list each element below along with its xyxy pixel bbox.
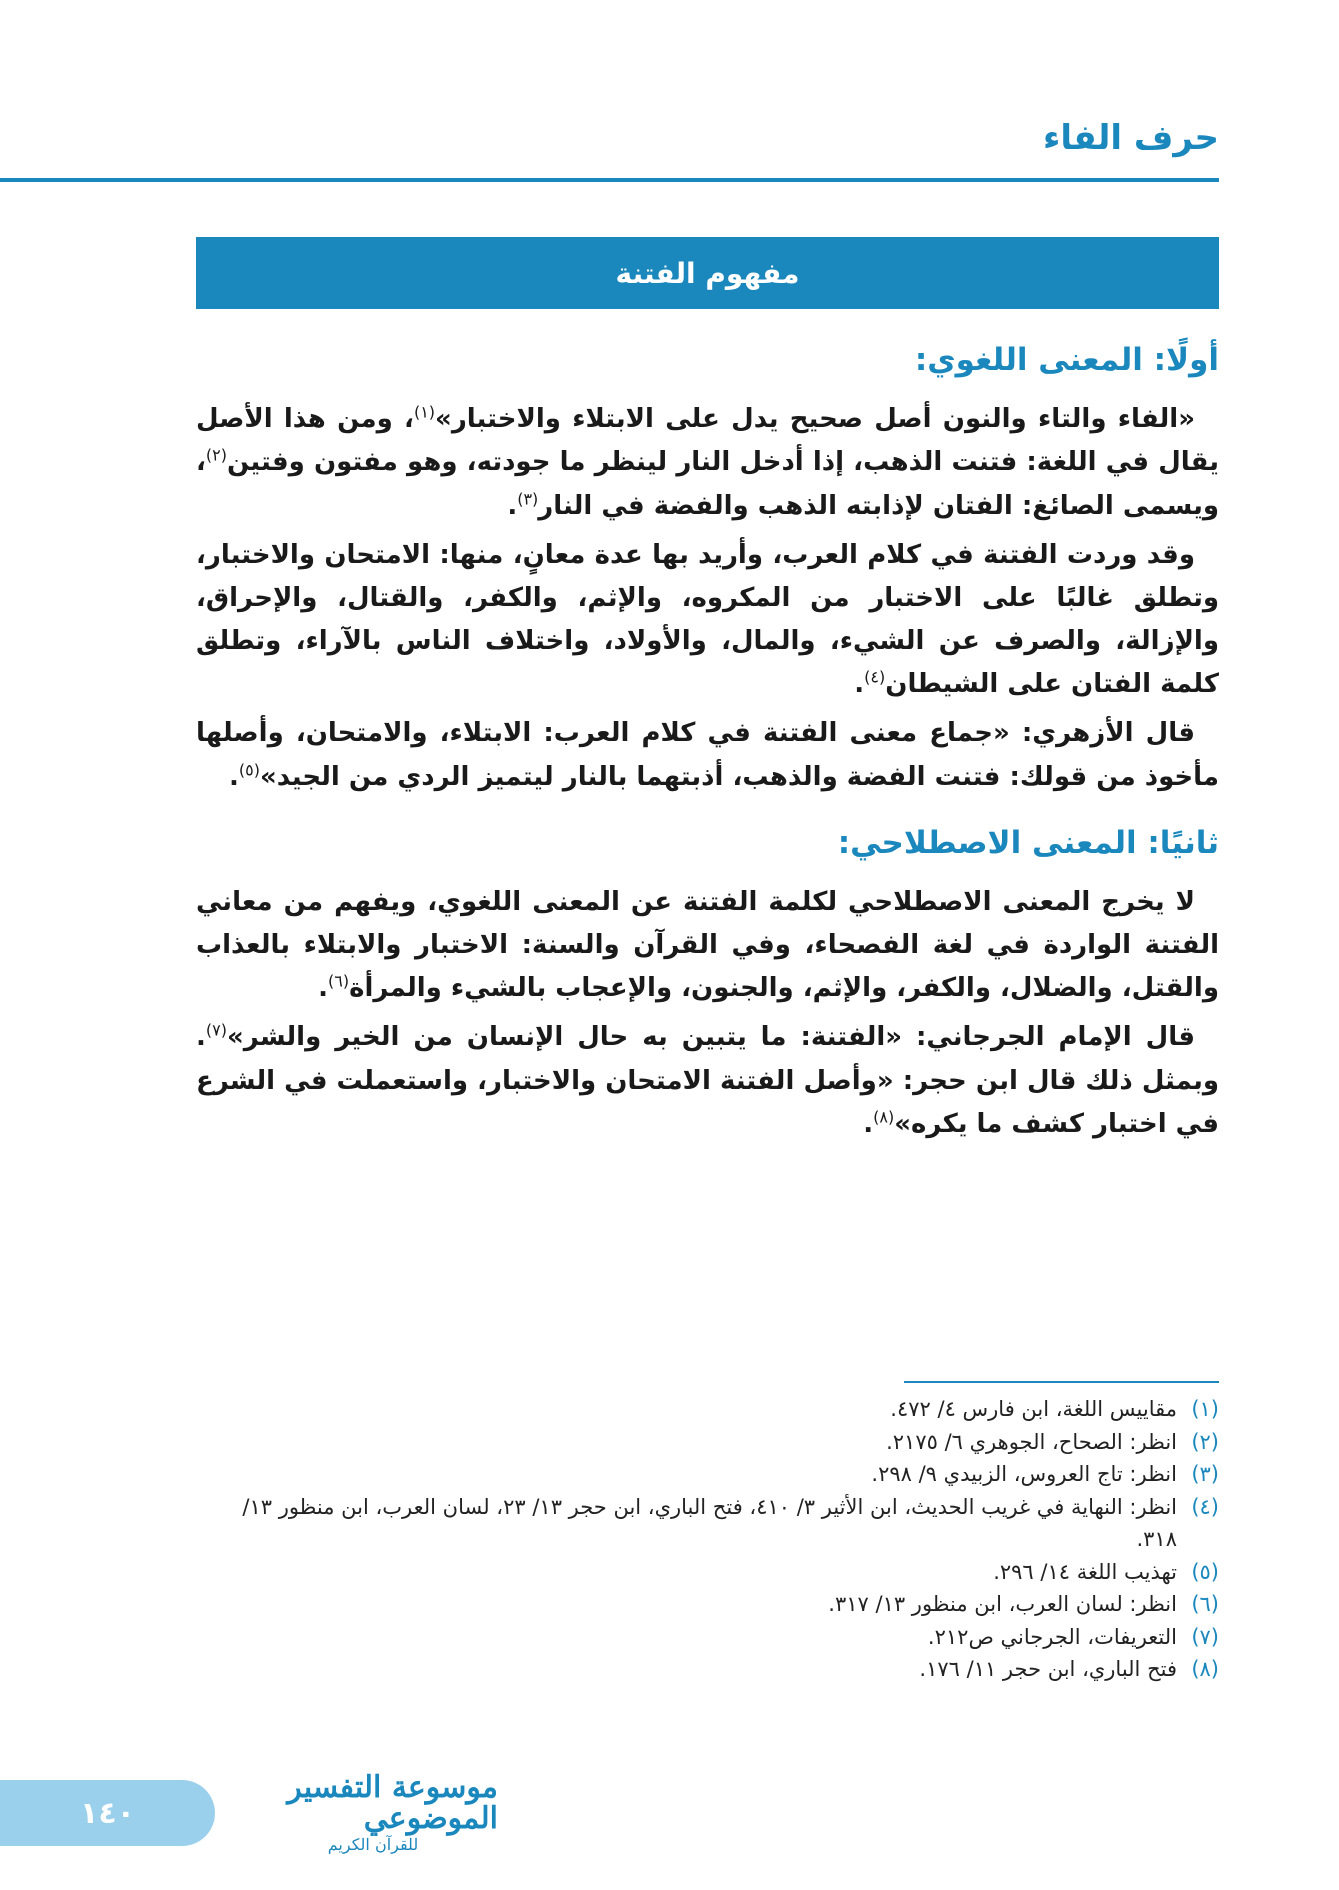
text-segment: وقد وردت الفتنة في كلام العرب، وأريد بها عدة معانٍ، منها: الامتحان والاختبار، وتطلق غالبًا على الاختبار من المكروه، والإثم، والكفر، والقتال، والإحراق، والإزالة، والصرف عن الشيء، والمال، والأولاد، واختلاف الناس بالآراء، وتطلق كلمة الفتان على الشيطان [196,539,1219,700]
text-segment: . [228,761,239,792]
footnote-item [196,1621,1219,1654]
footnote-number: (٦) [1191,1592,1219,1617]
footnotes-list [196,1393,1219,1686]
body-paragraph [196,1016,1219,1145]
footnote-reference: (٥) [238,759,260,779]
footnote-text: تهذيب اللغة ١٤/ ٢٩٦. [993,1559,1177,1584]
text-segment: . [854,669,865,700]
footnote-reference: (٦) [328,971,350,991]
text-segment: . وبمثل ذلك قال ابن حجر: «وأصل الفتنة الامتحان والاختبار، واستعملت في الشرع في اختبار كشف ما يكره» [196,1022,1219,1139]
body-paragraph [196,534,1219,707]
footnote-item [196,1458,1219,1491]
text-segment: قال الإمام الجرجاني: «الفتنة: ما يتبين به حال الإنسان من الخير والشر» [226,1022,1195,1053]
footnote-number: (٢) [1191,1429,1219,1454]
encyclopedia-logo [248,1768,498,1858]
footnote-divider [904,1381,1219,1383]
text-segment: لا يخرج المعنى الاصطلاحي لكلمة الفتنة عن المعنى اللغوي، ويفهم من معاني الفتنة الواردة في لغة الفصحاء، وفي القرآن والسنة: الاختبار والابتلاء بالعذاب والقتل، والضلال، والكفر، والإثم، والجنون، والإعجاب بالشيء والمرأة [196,887,1219,1004]
body-paragraph [196,712,1219,798]
section-heading: أولًا: المعنى اللغوي: [914,342,1219,378]
logo-title: موسوعة التفسير الموضوعي [287,1769,498,1837]
footnote-reference: (٣) [517,488,539,508]
footnote-number: (٥) [1191,1559,1219,1584]
footnote-item [196,1393,1219,1426]
text-segment: ، ومن هذا الأصل يقال في اللغة: فتنت الذهب، إذا أدخل النار لينظر ما جودته، وهو مفتون وفتين [196,404,1219,478]
chapter-divider [0,178,1219,182]
footnote-number: (٨) [1191,1657,1219,1682]
section-heading: ثانيًا: المعنى الاصطلاحي: [837,824,1219,861]
text-segment: . [863,1108,874,1139]
footnote-number: (٤) [1191,1494,1219,1519]
footnote-number: (٣) [1191,1462,1219,1487]
footnote-item [196,1653,1219,1686]
page-number: ١٤٠ [80,1795,135,1831]
footnote-number: (٧) [1191,1624,1219,1649]
footnote-text: انظر: النهاية في غريب الحديث، ابن الأثير ٣/ ٤١٠، فتح الباري، ابن حجر ١٣/ ٢٣، لسان العرب، ابن منظور ١٣/ ٣١٨. [242,1494,1177,1552]
body-paragraph [196,398,1219,527]
main-content [196,340,1219,1152]
footnote-item [196,1491,1219,1556]
logo-subtitle: للقرآن الكريم [327,1834,419,1854]
text-segment: «الفاء والتاء والنون أصل صحيح يدل على الابتلاء والاختبار» [435,404,1196,435]
footnote-item [196,1556,1219,1589]
footnote-reference: (٤) [864,667,886,687]
chapter-title: حرف الفاء [1042,118,1219,158]
footnote-text: انظر: تاج العروس، الزبيدي ٩/ ٢٩٨. [871,1462,1177,1487]
footnote-reference: (١) [413,402,436,422]
footnote-item [196,1426,1219,1459]
footnote-text: التعريفات، الجرجاني ص٢١٢. [927,1624,1177,1649]
text-segment: . [507,490,518,521]
text-segment: ، ويسمى الصائغ: الفتان لإذابته الذهب والفضة في النار [196,447,1219,521]
footnote-text: مقاييس اللغة، ابن فارس ٤/ ٤٧٢. [890,1397,1177,1421]
footnote-reference: (٧) [205,1020,227,1040]
page-number-tab [0,1780,215,1846]
footnote-item [196,1588,1219,1621]
section-banner: مفهوم الفتنة [196,237,1219,309]
footnote-text: انظر: لسان العرب، ابن منظور ١٣/ ٣١٧. [828,1592,1177,1617]
footnote-reference: (٢) [205,445,227,465]
footnote-text: فتح الباري، ابن حجر ١١/ ١٧٦. [919,1657,1177,1682]
body-paragraph [196,881,1219,1010]
section-gap [196,805,1219,823]
text-segment: . [318,973,329,1004]
text-segment: قال الأزهري: «جماع معنى الفتنة في كلام العرب: الابتلاء، والامتحان، وأصلها مأخوذ من قولك: فتنت الفضة والذهب، أذبتهما بالنار ليتميز الردي من الجيد» [196,718,1219,792]
footnote-number: (١) [1191,1397,1219,1421]
footnote-reference: (٨) [873,1107,895,1127]
footnote-text: انظر: الصحاح، الجوهري ٦/ ٢١٧٥. [886,1429,1177,1454]
